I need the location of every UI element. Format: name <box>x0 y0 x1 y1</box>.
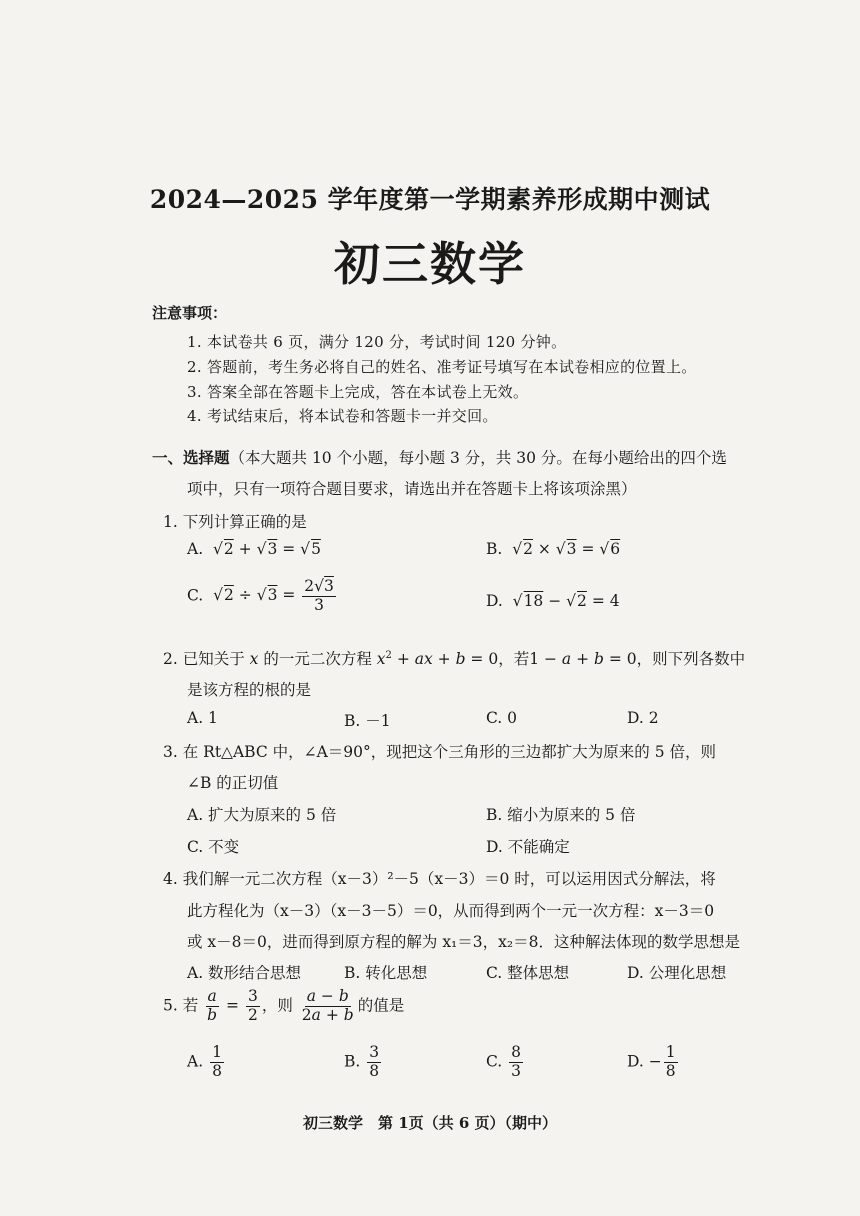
q4-option-b: B. 转化思想 <box>344 964 428 982</box>
q5-option-d: D. − $\frac{1}{8}$ <box>627 1043 676 1080</box>
option-label: B. <box>344 1052 361 1071</box>
q2-equation: $x^2$ + ax + b = 0 <box>376 649 499 668</box>
q1-option-c <box>187 578 338 615</box>
question-2-cont: 是该方程的根的是 <box>187 681 312 699</box>
option-label: B. <box>486 540 503 558</box>
question-2-stem: 2. 已知关于 x 的一元二次方程 $x^2$ + ax + b = 0，若1 − a + b = 0，则下列各数中 <box>163 649 746 668</box>
q1-d-expression: √18 − √2 = 4 <box>507 592 620 610</box>
q3-option-b: B. 缩小为原来的 5 倍 <box>486 806 636 824</box>
q2-option-a: A. 1 <box>187 709 218 727</box>
notice-item: 4. 考试结束后，将本试卷和答题卡一并交回。 <box>187 407 498 425</box>
question-4-stem: 4. 我们解一元二次方程（x－3）²－5（x－3）＝0 时，可以运用因式分解法，将 <box>163 870 716 888</box>
question-1-stem: 1. 下列计算正确的是 <box>163 513 307 531</box>
q1-option-a <box>187 540 321 558</box>
notice-heading: 注意事项： <box>152 304 228 322</box>
q1-c-expression: √2 ÷ √3 = $\frac{2√3}{3}$ <box>208 577 334 614</box>
q5-option-b: B. $\frac{3}{8}$ <box>344 1043 380 1080</box>
notice-item: 3. 答案全部在答题卡上完成，答在本试卷上无效。 <box>187 383 529 401</box>
question-5-stem: 5. 若 $\frac{a}{b}$ = $\frac{3}{2}$ ，则 $\frac{a - b}{2a + b}$ 的值是 <box>163 987 405 1024</box>
option-label: C. <box>187 586 204 605</box>
q5-expression: $\frac{a - b}{2a + b}$ <box>301 987 354 1024</box>
q3-option-a: A. 扩大为原来的 5 倍 <box>187 806 337 824</box>
q1-b-expression: √2 × √3 = √6 <box>507 540 621 558</box>
q3-option-c: C. 不变 <box>187 838 240 856</box>
question-4-line3: 或 x－8＝0，进而得到原方程的解为 x₁＝3，x₂＝8．这种解法体现的数学思想是 <box>187 933 740 951</box>
q1-option-d <box>486 592 620 610</box>
section-desc: （本大题共 10 个小题，每小题 3 分，共 30 分。在每小题给出的四个选 <box>229 449 727 467</box>
q4-option-a: A. 数形结合思想 <box>187 964 302 982</box>
option-label: A. <box>187 540 204 558</box>
q5-option-c: C. $\frac{8}{3}$ <box>486 1043 522 1080</box>
question-3-cont: ∠B 的正切值 <box>187 774 279 792</box>
page-footer: 初三数学 第 1页（共 6 页）（期中） <box>302 1114 558 1132</box>
q2-condition: 1 − a + b = 0 <box>529 650 637 668</box>
option-label: D. <box>627 1052 644 1071</box>
q1-option-b <box>486 540 620 558</box>
q3-option-d: D. 不能确定 <box>486 838 570 856</box>
q4-option-d: D. 公理化思想 <box>627 964 727 982</box>
q4-option-c: C. 整体思想 <box>486 964 570 982</box>
option-label: A. <box>187 1052 204 1071</box>
option-label: C. <box>486 1052 503 1071</box>
subject-title: 初三数学 <box>334 237 526 291</box>
option-label: D. <box>486 592 503 610</box>
q2-option-d: D. 2 <box>627 709 659 727</box>
question-3-stem: 3. 在 Rt△ABC 中，∠A＝90°，现把这个三角形的三边都扩大为原来的 5 倍，则 <box>163 743 716 761</box>
q2-option-b: B. －1 <box>344 712 391 730</box>
exam-title: 2024—2025 学年度第一学期素养形成期中测试 <box>149 185 711 214</box>
q2-option-c: C. 0 <box>486 709 518 727</box>
notice-item: 2. 答题前，考生务必将自己的姓名、准考证号填写在本试卷相应的位置上。 <box>187 358 697 376</box>
question-4-line2: 此方程化为（x－3）（x－3－5）＝0，从而得到两个一元一次方程：x－3＝0 <box>187 902 715 920</box>
q1-a-expression: √2 + √3 = √5 <box>208 540 321 558</box>
notice-item: 1. 本试卷共 6 页，满分 120 分，考试时间 120 分钟。 <box>187 333 567 351</box>
section-heading <box>152 446 727 468</box>
section-desc-cont: 项中，只有一项符合题目要求，请选出并在答题卡上将该项涂黑） <box>187 480 637 498</box>
q5-ratio: $\frac{a}{b}$ <box>207 987 218 1024</box>
section-label: 一、选择题 <box>152 448 230 467</box>
q5-option-a: A. $\frac{1}{8}$ <box>187 1043 222 1080</box>
